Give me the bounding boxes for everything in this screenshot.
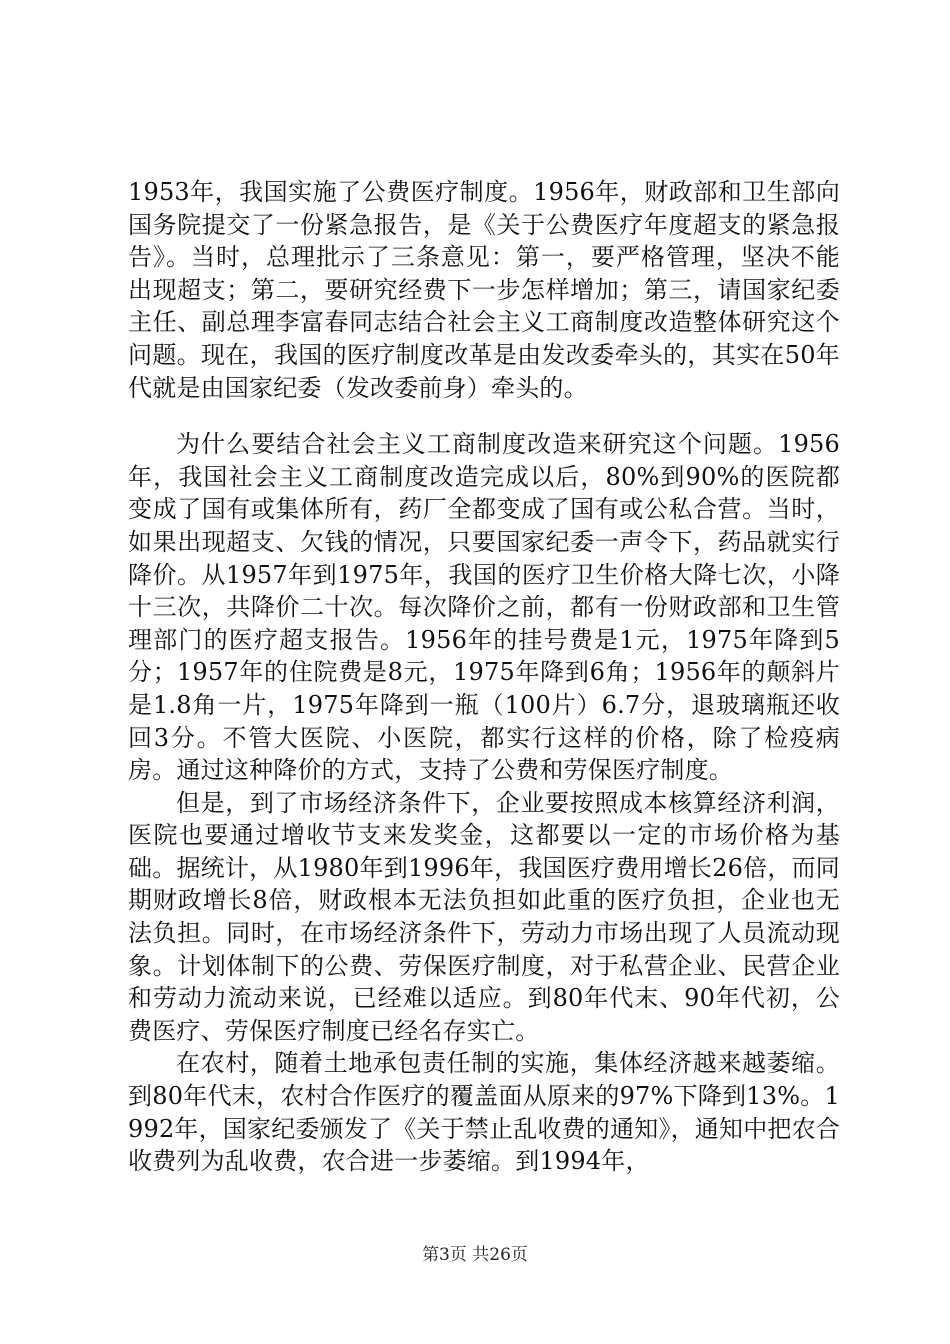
page-footer: 第3页 共26页	[422, 1245, 528, 1265]
paragraph-3: 但是，到了市场经济条件下，企业要按照成本核算经济利润，医院也要通过增收节支来发奖金，这都要以一定的市场价格为基础。据统计，从1980年到1996年，我国医疗费用增长26倍，而同期财政增长8倍，财政根本无法负担如此重的医疗负担，企业也无法负担。同时，在市场经济条件下，劳动力市场出现了人员流动现象。计划体制下的公费、劳保医疗制度，对于私营企业、民营企业和劳动力流动来说，已经难以适应。到80年代末、90年代初，公费医疗、劳保医疗制度已经名存实亡。	[128, 788, 840, 1045]
paragraph-4: 在农村，随着土地承包责任制的实施，集体经济越来越萎缩。到80年代末，农村合作医疗的覆盖面从原来的97%下降到13%。1992年，国家纪委颁发了《关于禁止乱收费的通知》，通知中把农合收费列为乱收费，农合进一步萎缩。到1994年，	[128, 1049, 841, 1176]
document-body	[128, 176, 840, 1178]
paragraph-gap	[128, 404, 840, 428]
paragraph-2: 为什么要结合社会主义工商制度改造来研究这个问题。1956年，我国社会主义工商制度改造完成以后，80%到90%的医院都变成了国有或集体所有，药厂全都变成了国有或公私合营。当时，如果出现超支、欠钱的情况，只要国家纪委一声令下，药品就实行降价。从1957年到1975年，我国的医疗卫生价格大降七次，小降十三次，共降价二十次。每次降价之前，都有一份财政部和卫生管理部门的医疗超支报告。1956年的挂号费是1元，1975年降到5分；1957年的住院费是8元，1975年降到6角；1956年的颠斜片是1.8角一片，1975年降到一瓶（100片）6.7分，退玻璃瓶还收回3分。不管大医院、小医院，都实行这样的价格，除了检疫病房。通过这种降价的方式，支持了公费和劳保医疗制度。	[128, 430, 840, 785]
paragraph-1: 1953年，我国实施了公费医疗制度。1956年，财政部和卫生部向国务院提交了一份紧急报告，是《关于公费医疗年度超支的紧急报告》。当时，总理批示了三条意见：第一，要严格管理，坚决不能出现超支；第二，要研究经费下一步怎样增加；第三，请国家纪委主任、副总理李富春同志结合社会主义工商制度改造整体研究这个问题。现在，我国的医疗制度改革是由发改委牵头的，其实在50年代就是由国家纪委（发改委前身）牵头的。	[128, 178, 840, 402]
